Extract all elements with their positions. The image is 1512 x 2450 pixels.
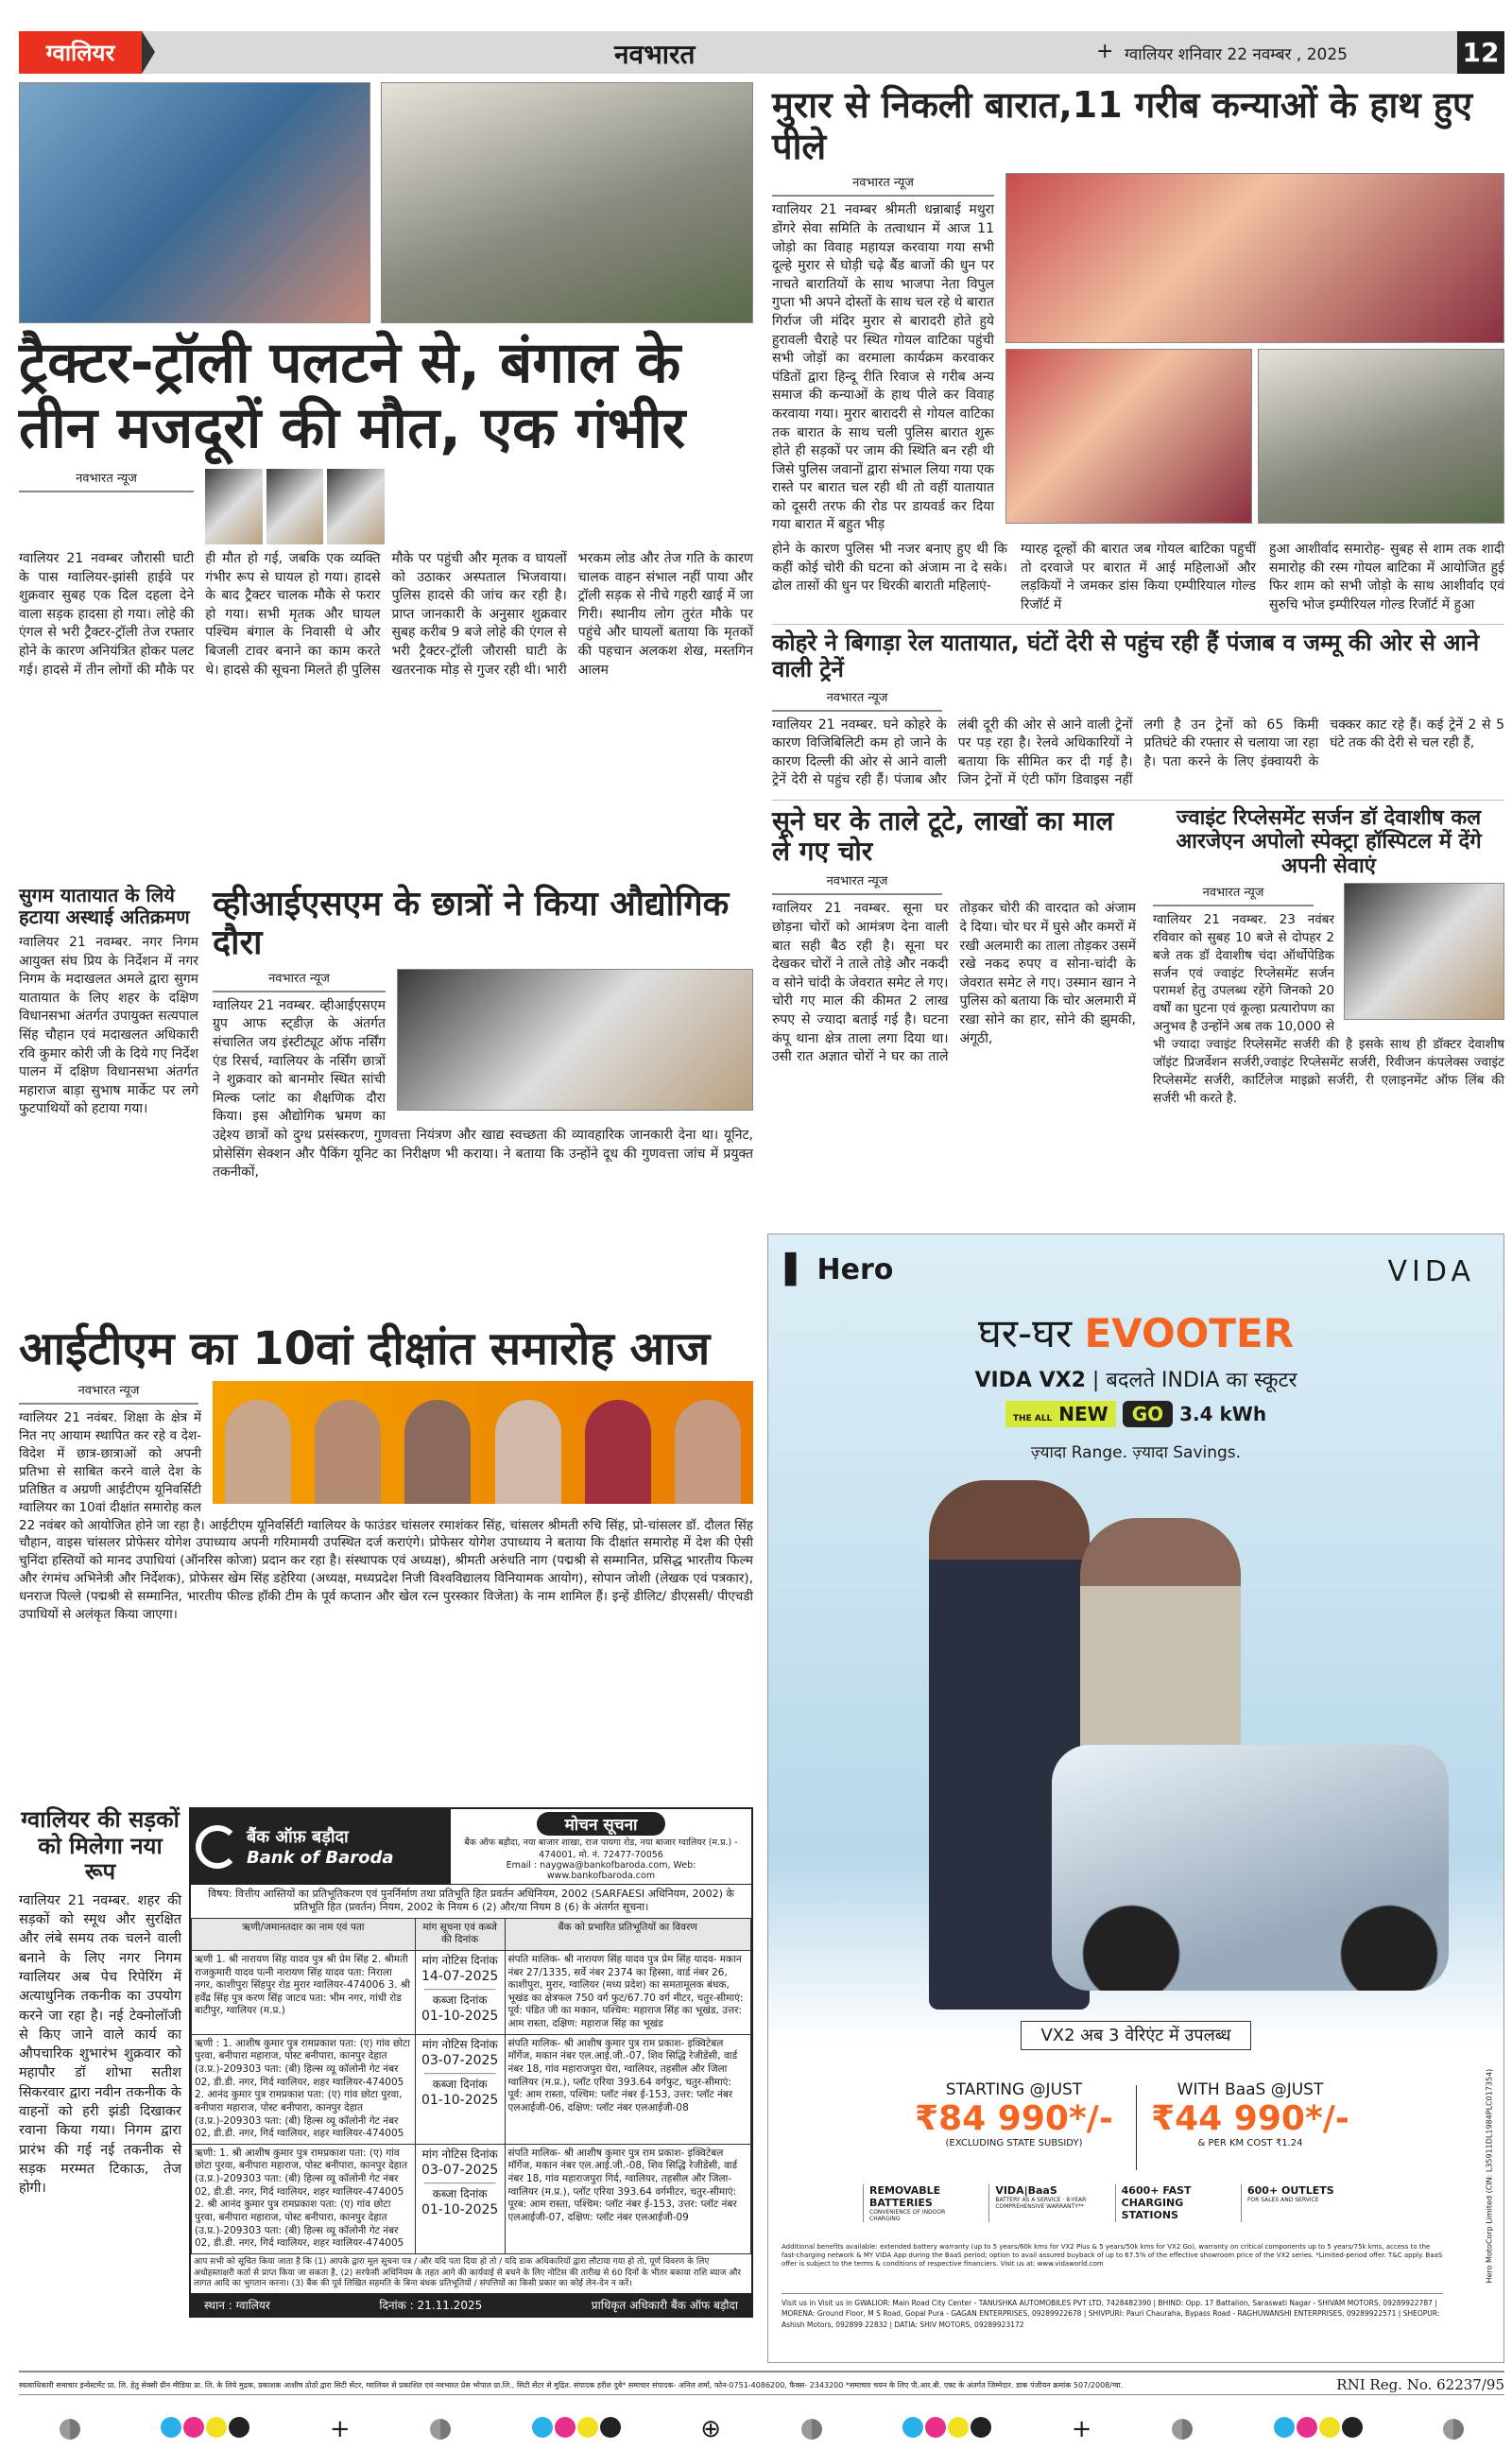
notice-place: स्थान : ग्वालियर bbox=[204, 2298, 270, 2312]
blessing-ceremony-photo bbox=[1258, 349, 1504, 524]
cmyk-color-mark bbox=[1273, 2417, 1364, 2441]
itm-body: ग्वालियर 21 नवंबर. शिक्षा के क्षेत्र में नित नए आयाम स्थापित कर रहे व देश-विदेश में छात्र-छात्राओं को अपनी प्रतिभा से साबित करने वाले देश के प्रतिष्ठित व अग्रणी आईटीएम यूनिवर्सिटी ग्वालियर का 10वां दीक्षांत समारोह कल 22 नवंबर को आयोजित होने जा रहा है। आईटीएम यूनिवर्सिटी ग्वालियर के फाउंडर चांसलर रमाशंकर सिंह, चांसलर श्रीमती रुचि सिंह, प्रो-चांसलर डॉ. दौलत सिंह चौहान, वाइस चांसलर प्रोफेसर योगेश उपाध्याय अपनी गरिमामयी उपस्थित दर्ज कराएंगे। प्रोफेसर योगेश उपाध्याय ने बताया कि दीक्षांत समारोह में देश की ऐसी चुनिंदा हस्तियों को मानद उपाधियां (ऑनरिस कोजा) प्रदान कर रहा है। संस्थापक एवं अध्यक्ष), श्रीमती अरुंधति नाग (पद्मश्री से सम्मानित, प्रसिद्ध भारतीय फिल्म और रंगमंच अभिनेत्री और निर्देशक), प्रोफेसर खेम सिंह डहेरिया (अध्यक्ष, मध्यप्रदेश निजी विश्वविद्यालय विनियामक आयोग), सोपान जोशी (लेखक एवं पत्रकार), धनराज पिल्ले (पद्मश्री से सम्मानित, भारतीय फील्ड हॉकी टीम के पूर्व कप्तान और खेल रत्न पुरस्कार विजेता) के नाम शामिल हैं। इन्हें डीलिट/ डीएससी/ पीएचडी उपाधियों से अलंकृत किया जाएगा। bbox=[19, 1410, 753, 1622]
ad-variants: VX2 अब 3 वेरिएंट में उपलब्ध bbox=[1021, 2021, 1250, 2050]
notice-date: दिनांक : 21.11.2025 bbox=[379, 2298, 483, 2312]
byline: नवभारत न्यूज bbox=[772, 173, 994, 197]
victim-portrait bbox=[327, 469, 385, 544]
edition-date: ग्वालियर शनिवार 22 नवम्बर , 2025 bbox=[1125, 45, 1348, 64]
gray-balance-mark bbox=[430, 2419, 451, 2440]
byline: नवभारत न्यूज bbox=[19, 1381, 198, 1405]
notice-date-value: 03-07-2025 bbox=[421, 2053, 499, 2069]
byline: नवभारत न्यूज bbox=[1153, 883, 1314, 906]
notice-subject: विषय: वित्तीय आस्तियों का प्रतिभूतिकरण एवं पुनर्निर्माण तथा प्रतिभूति हित प्रवर्तन अधिनियम, 2002 (SARFAESI अधिनियम, 2002) के प्रतिभूति हित (प्रवर्तन) नियम, 2002 के नियम 6 (2) और/या नियम 8 (6) के अंतर्गत सूचना। bbox=[191, 1884, 751, 1918]
price-label: WITH BaaS @JUST bbox=[1177, 2080, 1324, 2099]
encroachment-body: ग्वालियर 21 नवम्बर. नगर निगम आयुक्त संघ प्रिय के निर्देशन में नगर निगम के मदाखलत अमले द्वारा सुगम यातायात के लिए शहर के दक्षिण विधानसभा अंतर्गत उपायुक्त सत्यपाल सिंह चौहान एवं मदाखलत अधिकारी रवि कुमार कोरी जी के दिये गए निर्देश पालन में दक्षिण विधानसभा अंतर्गत महाराज बाड़ा सुभाष मार्केट पर लगे फुटपाथियों को हटाया गया। bbox=[19, 935, 198, 1117]
fog-trains-story bbox=[772, 624, 1504, 790]
photo-caption: होने के कारण पुलिस भी नजर बनाए हुए थी कि कहीं कोई चोरी की घटना को अंजाम ना दे सके। ढोल तासों की धुन पर थिरकी बाराती महिलाएं- bbox=[772, 542, 1007, 595]
color-swatch bbox=[229, 2417, 249, 2438]
tractor-story bbox=[19, 331, 753, 680]
bank-logo-block bbox=[191, 1809, 451, 1884]
possession-date-label: कब्जा दिनांक bbox=[432, 2077, 488, 2091]
ad-model: VIDA VX2 bbox=[974, 1369, 1086, 1392]
fog-trains-body: ग्वालियर 21 नवम्बर. घने कोहरे के कारण विजिबिलिटी कम हो जाने के कारण दिल्ली की ओर से आने वाली ट्रेनें देरी से पहुंच रही हैं। पंजाब और लंबी दूरी की ओर से आने वाली ट्रेनों पर पड़ रहा है। रेलवे अधिकारियों ने बताया कि सीमित कर दी गई है। जिन ट्रेनों में एंटी फॉग डिवाइस नहीं लगी है उन ट्रेनों को 65 किमी प्रतिघंटे की रफ्तार से चलाया जा रहा है। पता करने के लिए इंक्वायरी के चक्कर काट रहे हैं। कई ट्रेनें 2 से 5 घंटे तक की देरी से चल रही हैं, bbox=[772, 716, 1504, 788]
badge-the-all: THE ALL bbox=[1012, 1414, 1053, 1423]
vida-logo: VIDA bbox=[1387, 1255, 1475, 1288]
badge-go: GO bbox=[1123, 1401, 1173, 1427]
branch-address: बैंक ऑफ बड़ौदा, नया बाजार शाखा, राज पायगा रोड, नया बाजार ग्वालियर (म.प्र.) - 474001, मो. नं. 72477-70056 bbox=[464, 1838, 738, 1860]
encroachment-headline: सुगम यातायात के लिये हटाया अस्थाई अतिक्रमण bbox=[19, 884, 190, 928]
wedding-stage-photo bbox=[1005, 173, 1504, 343]
notice-table bbox=[191, 1918, 751, 2254]
column-header: ऋणी/जमानतदार का नाम एवं पता bbox=[192, 1918, 416, 1950]
gray-balance-mark bbox=[801, 2419, 822, 2440]
security-details: संपति मालिक- श्री आशीष कुमार पुत्र राम प्रकाश- इक्विटेबल मॉर्गेज, मकान नंबर एल.आई.जी.-07, शिव सिद्धि रेजीडेंसी, वार्ड नंबर 18, गांव महाराजपुरा घेरा, ग्वालियर, तहसील और जिला ग्वालियर (म.प्र.), प्लॉट एरिया 393.64 वर्गफुट, चतुर-सीमाएं: पूर्व: आम रास्ता, पश्चिम: प्लॉट नंबर ई-153, उत्तर: प्लॉट नंबर एलआईजी-06, दक्षिण: प्लॉट नंबर एलआईजी-08 bbox=[505, 2034, 750, 2144]
color-swatch bbox=[206, 2417, 227, 2438]
tractor-headline: ट्रैक्टर-ट्रॉली पलटने से, बंगाल के तीन मजदूरों की मौत, एक गंभीर bbox=[19, 330, 686, 461]
bank-name-hindi: बैंक ऑफ़ बड़ौदा bbox=[247, 1827, 349, 1847]
vism-story bbox=[213, 885, 753, 1182]
ad-dealers: Visit us in Visit us in GWALIOR: Main Road City Center - TANUSHKA AUTOMOBILES PVT LTD, 7428482390 | BHIND: Opp. 17 Battalion, Saraswati Nagar - SHIVAM MOTORS, 09289922787 | MORENA: Ground Floor, M S Road, Gopal Pura - GAGAN ENTERPRISES, 09289922678 | SHIVPURI: Pauri Chauraha, Bypass Road - RAGHUWANSHI ENTERPRISES, 09289922571 | SHEOPUR: Ashish Motors, 092899 22832 | DATIA: SHIV MOTORS, 09289923172 bbox=[782, 2293, 1443, 2330]
feature-title: VIDA|BaaS bbox=[995, 2184, 1057, 2197]
gray-balance-mark bbox=[1172, 2419, 1193, 2440]
feature-title: 4600+ FAST CHARGING STATIONS bbox=[1121, 2184, 1192, 2221]
ad-feature bbox=[1241, 2184, 1354, 2222]
notice-row bbox=[192, 1950, 751, 2034]
notice-dates bbox=[415, 1950, 505, 2034]
notice-date-value: 14-07-2025 bbox=[421, 1969, 499, 1985]
color-swatch bbox=[183, 2417, 204, 2438]
ad-disclaimer: Additional benefits available: extended battery warranty (up to 5 years/60k kms for VX2 Plus & 5 years/50k kms for VX2 Go), warranty on critical components up to 5 years/75k kms, access to the fast-charging network & MY VIDA App during the BaaS period; option to avail assured buyback of up to 67.5% of the effective showroom price of the VX2 series. *Limited-period offer. T&C apply. BaaS offer is subject to the terms & conditions of respective financiers. Visit us at: www.vidaworld.com bbox=[782, 2243, 1443, 2269]
encroachment-story bbox=[19, 885, 198, 1119]
color-swatch bbox=[971, 2417, 991, 2438]
color-swatch bbox=[600, 2417, 621, 2438]
branch-contact: Email : naygwa@bankofbaroda.com, Web: www.bankofbaroda.com bbox=[506, 1860, 696, 1881]
accident-victim-photo bbox=[19, 82, 370, 323]
photo-caption: ग्यारह दूल्हों की बारात जब गोयल बाटिका पहुचीं तो दरवाजे पर बारात में आई महिलाओं और लड़कियों ने जमकर डांस किया एम्पीरियाल गोल्ड रिजॉर्ट में bbox=[1021, 542, 1256, 612]
doctor-portrait bbox=[1344, 883, 1504, 1020]
color-swatch bbox=[555, 2417, 576, 2438]
notice-title: मोचन सूचना bbox=[537, 1812, 666, 1836]
victim-portrait bbox=[266, 469, 324, 544]
price-note: & PER KM COST ₹1.24 bbox=[1197, 2138, 1303, 2148]
hero-vida-advertisement: ▌ Hero VIDA घर-घर EVOOTER VIDA VX2 | बदलते INDIA का स्कूटर THE ALL NEW GO 3.4 kWh ज़्यादा Range. ज़्यादा Savings. VX2 अब 3 वेरिएंट में उपलब्ध STARTING @JUST ₹84 990*/- (EXCLUDING STATE SUBSIDY) WITH BaaS @JUST ₹44 990*/- & PER KM COST ₹1.24 REMOVABLE BATTERIES CONVENIENCE OF INDOOR CHARGING VIDA|BaaS BATTERY AS A SERVICE · 8-YEAR COMPREHENSIVE WARRANTY** 4600+ FAST CHARGING STATIONS 600+ OUTLETS FOR SALES AND SERVICE Additional benefits available: extended battery warranty (up to 5 years/60k kms for VX2 Plus & 5 years/50k kms for VX2 Go), warranty on critical components up to 5 years/75k kms, access to the fast-charging network & MY VIDA App during the BaaS period; option to avail assured buyback of up to 67.5% of the effective showroom price of the VX2 series. *Limited-period offer. T&C apply. BaaS offer is subject to the terms & conditions of respective financiers. Visit us at: www.vidaworld.com Visit us in Visit us in GWALIOR: Main Road City Center - TANUSHKA AUTOMOBILES PVT LTD, 7428482390 | BHIND: Opp. 17 Battalion, Saraswati Nagar - SHIVAM MOTORS, 09289922787 | MORENA: Ground Floor, M S Road, Gopal Pura - GAGAN ENTERPRISES, 09289922678 | SHIVPURI: Pauri Chauraha, Bypass Road - RAGHUWANSHI ENTERPRISES, 09289922571 | SHEOPUR: Ashish Motors, 092899 22832 | DATIA: SHIV MOTORS, 09289923172 Hero MotoCorp Limited (CIN: L35911DL1984PLC017354) bbox=[767, 1234, 1504, 2363]
victim-portrait bbox=[205, 469, 263, 544]
notice-dates bbox=[415, 2034, 505, 2144]
divider bbox=[19, 2394, 1504, 2395]
color-swatch bbox=[948, 2417, 969, 2438]
registration-target-icon: ⊕ bbox=[700, 2415, 722, 2443]
ad-corporate-id: Hero MotoCorp Limited (CIN: L35911DL1984PLC017354) bbox=[1485, 2068, 1494, 2284]
victim-portraits bbox=[205, 469, 385, 544]
divider bbox=[19, 2371, 1504, 2372]
scooter-image bbox=[1052, 1745, 1449, 1991]
bank-redemption-notice bbox=[189, 1807, 753, 2318]
feature-subtitle: FOR SALES AND SERVICE bbox=[1246, 2197, 1319, 2203]
bank-of-baroda-logo-icon bbox=[196, 1825, 239, 1869]
roads-body: ग्वालियर 21 नवम्बर. शहर की सड़कों को स्मूथ और सुरक्षित और लंबे समय तक चलने वाली बनाने के लिए नगर निगम ग्वालियर अब पेच रिपेरिंग में अत्याधुनिक तकनीक का उपयोग करने जा रहा है। नई टेक्नोलॉजी से किए जाने वाले कार्य का औपचारिक शुभारंभ शुक्रवार को महापौर डॉ शोभा सतीश सिकरवार द्वारा नवीन तकनीक के वाहनों को हरी झंडी दिखाकर रवाना किया गया। निगम द्वारा प्रारंभ की गई नई तकनीक से सड़क मरम्मत टिकाऊ, तेज होगी। bbox=[19, 1892, 181, 2197]
color-swatch bbox=[1342, 2417, 1363, 2438]
byline: नवभारत न्यूज bbox=[19, 469, 194, 492]
ad-model-tagline: बदलते INDIA का स्कूटर bbox=[1106, 1369, 1297, 1392]
section-label: ग्वालियर bbox=[19, 31, 142, 74]
ad-tagline-hindi: घर-घर bbox=[977, 1310, 1073, 1356]
page-number: 12 bbox=[1457, 31, 1504, 74]
borrower-details: ऋणी: 1. श्री आशीष कुमार पुत्र रामप्रकाश पता: (ए) गांव छोटा पुरवा, बनीपारा महाराज, पोस्ट बनीपारा, कानपुर देहात (उ.प्र.)-209303 पता: (बी) हिल्स व्यू कॉलोनी गेट नंबर 02, डी.डी. नगर, गिर्द ग्वालियर, शहर ग्वालियर-474005 2. श्री आनंद कुमार पुत्र रामप्रकाश पता: (ए) गांव छोटा पुरवा, बनीपारा महाराज, पोस्ट बनीपारा, कानपुर देहात (उ.प्र.)-209303 पता: (बी) हिल्स व्यू कॉलोनी गेट नंबर 02, डी.डी. नगर, गिर्द ग्वालियर, शहर ग्वालियर-474005 bbox=[192, 2144, 416, 2253]
hero-flag-icon: ▌ bbox=[785, 1253, 808, 1286]
ad-features bbox=[863, 2184, 1354, 2222]
ad-tagline-evooter: EVOOTER bbox=[1084, 1310, 1295, 1356]
doctor-body: ग्वालियर 21 नवम्बर. 23 नवंबर रविवार को सुबह 10 बजे से दोपहर 2 बजे तक डॉ देवाशीष चंदा ऑर्थोपेडिक सर्जन एवं ज्वाइंट रिप्लेसमेंट सर्जन परामर्श हेतु उपलब्ध रहेंगे जिनको 20 वर्षों का घुटना एवं कूल्हा प्रत्यारोपण का अनुभव है उन्होंने अब तक 10,000 से भी ज्यादा ज्वाइंट रिप्लेसमेंट सर्जरी की है इसके साथ ही डॉक्टर देवाशीष जॉइंट प्रिजर्वेशन सर्जरी,ज्वाइंट रिप्लेसमेंट सर्जरी, रिवीजन कंपलेक्स ज्वाइंट रिप्लेसमेंट सर्जरी, कार्टिलेज माइक्रो सर्जरी, री एलाइनमेंट ऑफ लिंब की सर्जरी भी करते है. bbox=[1153, 911, 1504, 1106]
tractor-body: ग्वालियर 21 नवम्बर जौरासी घाटी के पास ग्वालियर-झांसी हाईवे पर शुक्रवार सुबह एक दिल दहला देने वाला सड़क हादसा हो गया। लोहे की एंगल से भरी ट्रैक्टर-ट्रॉली तेज रफ्तार होने के कारण अनियंत्रित होकर पलट गई। हादसे में तीन लोगों की मौके पर ही मौत हो गई, जबकि एक व्यक्ति गंभीर रूप से घायल हो गया। हादसे के बाद ट्रैक्टर चालक मौके से फरार हो गया। सभी मृतक और घायल पश्चिम बंगाल के निवासी थे और बिजली टावर बनाने का काम करते थे। हादसे की सूचना मिलते ही पुलिस मौके पर पहुंची और मृतक व घायलों को उठाकर अस्पताल भिजवाया। पुलिस हादसे की जांच कर रही है। प्राप्त जानकारी के अनुसार शुक्रवार सुबह करीब 9 बजे लोहे की एंगल से भरी ट्रैक्टर-ट्रॉली जौरासी घाटी के खतरनाक मोड़ से गुजर रही थी। भारी भरकम लोड और तेज गति के कारण चालक वाहन संभाल नहीं पाया और ट्रॉली सड़क से नीचे गहरी खाई में जा गिरी। स्थानीय लोग तुरंत मौके पर पहुंचे और घायलों बताया कि मृतकों की पहचान अलकश शेख, मस्तगिन आलम bbox=[19, 551, 753, 678]
murar-body: ग्वालियर 21 नवम्बर श्रीमती धन्नाबाई मथुरा डोंगरे सेवा समिति के तत्वाधान में आज 11 जोड़ो का विवाह महायज्ञ करवाया गया सभी दूल्हे मुरार से घोड़ी चढ़े बैंड बाजों की धुन पर नाचते बारातियों के साथ भाजपा नेता विपुल गुप्ता भी अपने दोस्तों के साथ चल रहे थे बारात गिर्राज जी मंदिर मुरार से बारादरी होते हुये हुरावली चैराहे पर स्थित गोयल वाटिका पहुंची सभी जोड़ों का वरमाला कार्यक्रम करवाकर पंडितों द्वारा हिन्दू रीति रिवाज से गरीब अन्य समाज की कन्याओं के हाथ पीले कर विवाह करवाया गया। मुरार बारादरी से गोयल वाटिका तक बारात के साथ चली पुलिस बारात शुरू होते ही सड़कों पर जाम की स्थिति बन रही थी जिसे पुलिस जवानों द्वारा संभाल लिया गया एक रास्ते पर बारात चल रही थी तो वहीं यातायात को दूसरी तरफ की रोड पर डायवर्ड कर दिया गया बारात में बहुत भीड़ bbox=[772, 202, 994, 533]
security-details: संपति मालिक- श्री नारायण सिंह यादव पुत्र प्रेम सिंह यादव- मकान नंबर 27/1335, सर्वे नंबर 2374 का हिस्सा, वार्ड नंबर 26, काशीपुरा, मुरार, ग्वालियर (मध्य प्रदेश) का समतामूलक बंधक, भूखंड का क्षेत्रफल 750 वर्ग फुट/67.70 वर्ग मीटर, चतुर-सीमाएं: पूर्व: पंडित जी का मकान, पश्चिम: महाराज सिंह का भूखंड, उत्तर: आम रास्ता, दक्षिण: महाराज सिंह का भूखंड bbox=[505, 1950, 750, 2034]
cmyk-color-mark bbox=[902, 2417, 992, 2441]
imprint-line: स्वत्वाधिकारी समाचार इन्वेस्टमेंट प्रा. लि. हेतु सेक्सी ग्रीन मीडिया प्रा. लि. के लिये मुद्रक, प्रकाशक आशीष ठोठों द्वारा सिटी सेंटर, ग्वालियर से प्रकाशित एवं नवभारत प्रेस भोपाल प्रा.लि., सिटी सेंटर से मुद्रित. संपादक हरीश दुबे* समाचार संपादक- अनिल शर्मा, फोन-0751-4086200, फैक्स- 2343200 *समाचार चयन के लिए पी.आर.बी. एक्ट के अंतर्गत जिम्मेदार. डाक पंजीयन क्रमांक 507/2008/ग्वा. bbox=[19, 2380, 1124, 2390]
bank-name-english: Bank of Baroda bbox=[247, 1848, 394, 1868]
ad-feature bbox=[988, 2184, 1102, 2222]
baraat-photo bbox=[1005, 349, 1252, 524]
crop-mark-icon: + bbox=[1071, 2415, 1092, 2443]
notice-date-label: मांग नोटिस दिनांक bbox=[421, 2147, 498, 2161]
column-header: बैंक को प्रभारित प्रतिभूतियों का विवरण bbox=[505, 1918, 750, 1950]
doctor-headline: ज्वाइंट रिप्लेसमेंट सर्जन डॉ देवाशीष कल आरजेएन अपोलो स्पेक्ट्रा हॉस्पिटल में देंगे अपनी सेवाएं bbox=[1176, 806, 1482, 878]
theft-headline: सूने घर के ताले टूटे, लाखों का माल ले गए चोर bbox=[772, 805, 1114, 868]
possession-date-value: 01-10-2025 bbox=[421, 2202, 499, 2218]
honoree-portrait bbox=[404, 1400, 471, 1504]
feature-title: REMOVABLE BATTERIES bbox=[869, 2184, 941, 2209]
hero-brand: Hero bbox=[816, 1253, 894, 1286]
doctor-story bbox=[1153, 806, 1504, 1108]
color-swatch bbox=[902, 2417, 923, 2438]
ad-feature bbox=[1115, 2184, 1228, 2222]
nursing-students-photo bbox=[397, 969, 753, 1111]
badge-new: NEW bbox=[1058, 1403, 1108, 1425]
roads-story bbox=[19, 1807, 181, 2199]
honoree-portrait bbox=[675, 1400, 741, 1504]
color-swatch bbox=[1319, 2417, 1340, 2438]
baas-price: ₹44 990*/- bbox=[1151, 2099, 1349, 2138]
column-header: मांग सूचना एवं कब्जे की दिनांक bbox=[415, 1918, 505, 1950]
notice-date-value: 03-07-2025 bbox=[421, 2163, 499, 2179]
byline: नवभारत न्यूज bbox=[213, 969, 386, 992]
gray-balance-mark bbox=[60, 2419, 80, 2440]
theft-story bbox=[772, 806, 1136, 1067]
color-swatch bbox=[1274, 2417, 1295, 2438]
gray-balance-mark bbox=[1443, 2419, 1464, 2440]
cmyk-color-mark bbox=[160, 2417, 250, 2441]
honoree-portrait bbox=[495, 1400, 561, 1504]
itm-headline: आईटीएम का 10वां दीक्षांत समारोह आज bbox=[19, 1322, 711, 1375]
photo-caption: हुआ आशीर्वाद समारोह- सुबह से शाम तक शादी समारोह की रस्म गोयल बाटिका में आयोजित हुई फिर शाम को सभी जोड़ो के साथ आशीर्वाद एवं सुरुचि भोज इम्पीरियल गोल्ड रिजॉर्ट में हुआ bbox=[1269, 542, 1504, 612]
price-label: STARTING @JUST bbox=[945, 2080, 1083, 2099]
feature-subtitle: CONVENIENCE OF INDOOR CHARGING bbox=[869, 2209, 946, 2222]
notice-date-label: मांग नोटिस दिनांक bbox=[421, 1953, 498, 1967]
print-registration-marks bbox=[19, 2415, 1504, 2443]
ad-feature bbox=[863, 2184, 976, 2222]
borrower-details: ऋणी : 1. आशीष कुमार पुत्र रामप्रकाश पता: (ए) गांव छोटा पुरवा, बनीपारा महाराज, पोस्ट बनीपारा, कानपुर देहात (उ.प्र.)-209303 पता: (बी) हिल्स व्यू कॉलोनी गेट नंबर 02, डी.डी. नगर, गिर्द ग्वालियर, शहर ग्वालियर-474005 2. आनंद कुमार पुत्र रामप्रकाश पता: (ए) गांव छोटा पुरवा, बनीपारा महाराज, पोस्ट बनीपारा, कानपुर देहात (उ.प्र.)-209303 पता: (बी) हिल्स व्यू कॉलोनी गेट नंबर 02, डी.डी. नगर, गिर्द ग्वालियर, शहर ग्वालियर-474005 bbox=[192, 2034, 416, 2144]
notice-row bbox=[192, 2144, 751, 2253]
ad-subline: ज़्यादा Range. ज़्यादा Savings. bbox=[1030, 1443, 1242, 1462]
possession-date-value: 01-10-2025 bbox=[421, 2093, 499, 2109]
ad-badge bbox=[768, 1403, 1503, 1425]
crosshair-icon: + bbox=[1096, 40, 1114, 63]
security-details: संपति मालिक- श्री आशीष कुमार पुत्र राम प्रकाश- इक्विटेबल मॉर्गेज, मकान नंबर एल.आई.जी.-08, शिव सिद्धि रेजीडेंसी, वार्ड नंबर 18, गांव महाराजपुरा गिर्द, ग्वालियर, तहसील और जिला- ग्वालियर (म.प्र.), प्लॉट एरिया 393.64 वर्गमीटर, चतुर-सीमाएं: पूरब: आम रास्ता, पश्चिम: प्लॉट नंबर ई-153, उत्तर: प्लॉट नंबर एलआईजी-07, दक्षिण: प्लॉट नंबर एलआईजी-09 bbox=[505, 2144, 750, 2253]
vism-body: ग्वालियर 21 नवम्बर. व्हीआईएसएम ग्रुप आफ स्ट्डीज़ के अंतर्गत संचालित जय इंस्टीट्यूट ऑफ नर्सिंग एंड रिसर्च, ग्वालियर के नर्सिंग छात्रों ने शुक्रवार को बानमोर स्थित सांची मिल्क प्लांट का शैक्षणिक दौरा किया। इस औद्योगिक भ्रमण का उद्देश्य छात्रों को दुग्ध प्रसंस्करण, गुणवत्ता नियंत्रण और खाद्य स्वच्छता की व्यावहारिक जानकारी देना था। यूनिट, प्रोसेसिंग सेक्शन और पैकिंग यूनिट का निरीक्षण भी कराया। ने बताया कि उन्होंने दूध की गुणवत्ता जांच में प्रयुक्त तकनीकों, bbox=[213, 997, 753, 1181]
right-column bbox=[772, 85, 1504, 1108]
rni-number: RNI Reg. No. 62237/95 bbox=[1336, 2376, 1504, 2393]
byline: नवभारत न्यूज bbox=[772, 871, 942, 895]
murar-headline: मुरार से निकली बारात,11 गरीब कन्याओं के हाथ हुए पीले bbox=[772, 84, 1473, 167]
color-swatch bbox=[1297, 2417, 1317, 2438]
possession-date-label: कब्जा दिनांक bbox=[432, 2186, 488, 2200]
theft-body: ग्वालियर 21 नवम्बर. सूना घर छोड़ना चोरों को आमंत्रण देना वाली बात सही बैठ रही है। सूना घर देखकर चोरों ने ताले तोड़े और नकदी व सोने चांदी के जेवरात समेट ले गए। चोरी गए माल की कीमत 2 लाख रुपए से ज्यादा बताई गई है। घटना कंपू थाना क्षेत्र ताला लगा दिया था। उसी रात अज्ञात चोरों ने घर का ताले तोड़कर चोरी की वारदात को अंजाम दे दिया। चोर घर में घुसे और कमरों में रखी अलमारी का ताला तोड़कर उसमें रखे नकद रुपए व सोना-चांदी के जेवरात समेट ले गए। उस्मान खान ने पुलिस को बताया कि चोर अलमारी में रखा सोने का हार, सोने की झुमकी, अंगूठी, bbox=[772, 901, 1136, 1065]
possession-date-label: कब्जा दिनांक bbox=[432, 1993, 488, 2007]
ad-battery-capacity: 3.4 kWh bbox=[1179, 1403, 1267, 1425]
byline: नवभारत न्यूज bbox=[772, 688, 942, 712]
notice-footnote: आप सभी को सूचित किया जाता है कि (1) आपके द्वारा मूल सूचना पत्र / और यदि पता दिया हो तो / यदि डाक अधिकारियों द्वारा लौटाया गया हो तो, पूर्ण विवरण के लिए अधोहस्ताक्षरी कर्ता से प्राप्त किया जा सकता है, (2) सरफेसी अधिनियम के तहत आगे की कार्यवाई से बचने के लिए नोटिस की तारीख से 60 दिनों के भीतर बकाया राशि ब्याज और लागत आदि का भुगतान करना। (3) बैंक की पूर्व लिखित सहमति के बिना बंधक प्रतिभूतियों / संपत्तियों का किसी प्रकार का कोई लेन-देन न करें। bbox=[194, 2256, 742, 2289]
murar-story bbox=[772, 85, 1504, 614]
cmyk-color-mark bbox=[531, 2417, 622, 2441]
feature-title: 600+ OUTLETS bbox=[1246, 2184, 1334, 2197]
notice-date-label: मांग नोटिस दिनांक bbox=[421, 2037, 498, 2051]
hero-logo bbox=[785, 1253, 893, 1286]
crop-mark-icon: + bbox=[329, 2415, 351, 2443]
authorized-officer: प्राधिकृत अधिकारी बैंक ऑफ बड़ौदा bbox=[591, 2298, 738, 2312]
color-swatch bbox=[161, 2417, 181, 2438]
honoree-portrait bbox=[225, 1400, 291, 1504]
color-swatch bbox=[925, 2417, 946, 2438]
fog-trains-headline: कोहरे ने बिगाड़ा रेल यातायात, घंटों देरी से पहुंच रही हैं पंजाब व जम्मू की ओर से आने वाली ट्रेनें bbox=[772, 630, 1480, 683]
masthead: नवभारत bbox=[614, 39, 696, 70]
notice-dates bbox=[415, 2144, 505, 2253]
honorees-photo-strip bbox=[213, 1381, 753, 1504]
color-swatch bbox=[577, 2417, 598, 2438]
color-swatch bbox=[532, 2417, 553, 2438]
notice-row bbox=[192, 2034, 751, 2144]
notice-signature-bar bbox=[191, 2293, 751, 2316]
itm-story bbox=[19, 1323, 753, 1624]
honoree-portrait bbox=[585, 1400, 651, 1504]
price-note: (EXCLUDING STATE SUBSIDY) bbox=[945, 2138, 1083, 2148]
borrower-details: ऋणी 1. श्री नारायण सिंह यादव पुत्र श्री प्रेम सिंह 2. श्रीमती राजकुमारी यादव पत्नी नारायण सिंह यादव पता: निराला नगर, काशीपुरा सिंहपुर रोड मुरार ग्वालियर-474006 3. श्री हर्वेंद्र सिंह पुत्र करण सिंह जाटव पता: भीम नगर, गांधी रोड बाटीपुर, ग्वालियर (म.प्र.) bbox=[192, 1950, 416, 2034]
honoree-portrait bbox=[315, 1400, 381, 1504]
vism-headline: व्हीआईएसएम के छात्रों ने किया औद्योगिक दौरा bbox=[213, 885, 730, 963]
starting-price: ₹84 990*/- bbox=[915, 2099, 1113, 2138]
feature-subtitle: BATTERY AS A SERVICE · 8-YEAR COMPREHENSIVE WARRANTY** bbox=[995, 2197, 1087, 2210]
roads-headline: ग्वालियर की सड़कों को मिलेगा नया रूप bbox=[21, 1806, 180, 1886]
divider bbox=[1136, 2085, 1137, 2170]
possession-date-value: 01-10-2025 bbox=[421, 2009, 499, 2025]
accident-site-photo bbox=[381, 82, 753, 323]
